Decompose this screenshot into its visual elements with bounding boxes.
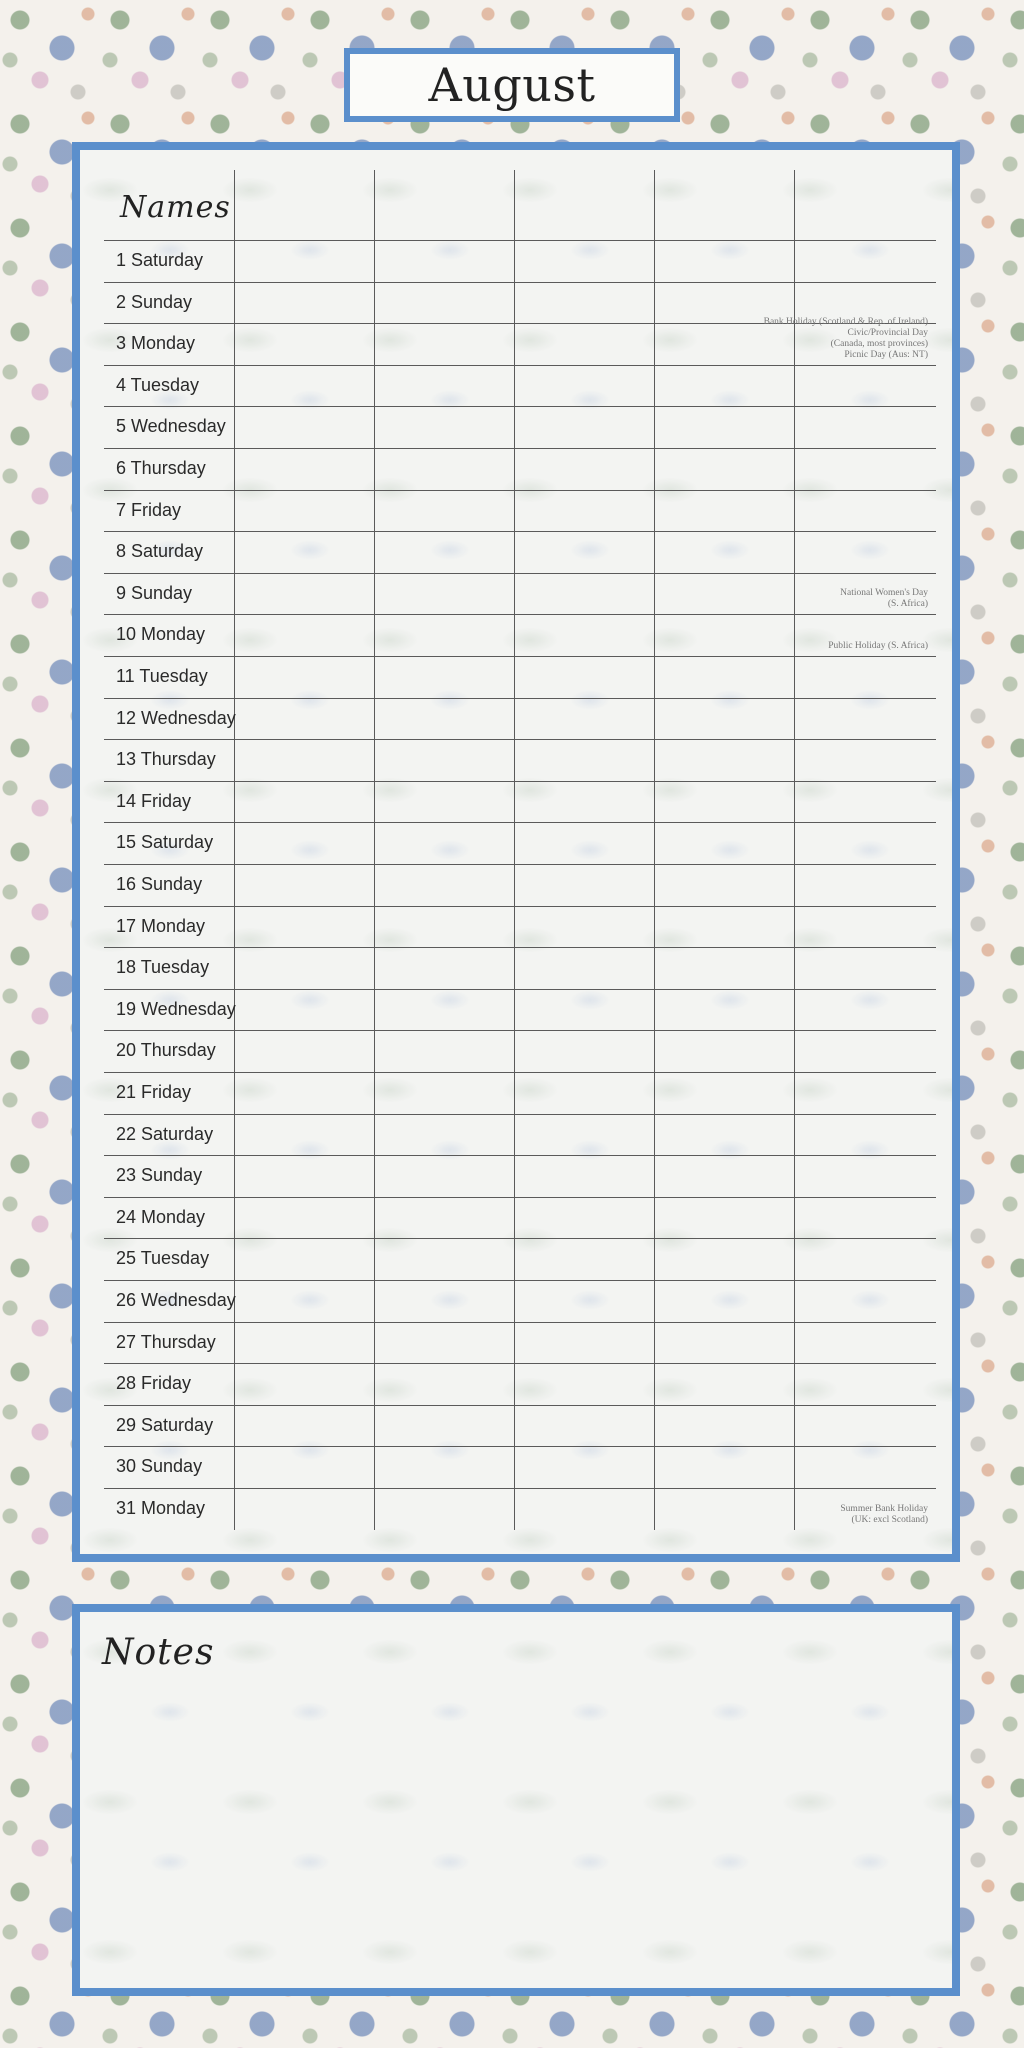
day-cell[interactable]	[654, 448, 794, 490]
day-cell[interactable]	[794, 1155, 936, 1197]
day-cell[interactable]	[374, 1363, 514, 1405]
day-cell[interactable]	[794, 1280, 936, 1322]
day-cell[interactable]	[794, 1197, 936, 1239]
calendar-grid-panel	[72, 142, 960, 1562]
holiday-note: Summer Bank Holiday (UK: excl Scotland)	[840, 1503, 928, 1525]
day-cell[interactable]	[234, 739, 374, 781]
day-cell[interactable]	[374, 656, 514, 698]
notes-panel[interactable]	[72, 1604, 960, 1996]
day-cell[interactable]	[794, 240, 936, 282]
day-cell[interactable]	[374, 989, 514, 1031]
day-cell[interactable]	[234, 531, 374, 573]
day-cell[interactable]	[514, 947, 654, 989]
day-label: 20 Thursday	[116, 1040, 216, 1061]
day-cell[interactable]	[794, 739, 936, 781]
day-cell[interactable]	[514, 989, 654, 1031]
day-cell[interactable]	[374, 1488, 514, 1530]
day-cell[interactable]	[374, 1155, 514, 1197]
day-cell[interactable]	[234, 989, 374, 1031]
day-cell[interactable]	[794, 947, 936, 989]
day-cell[interactable]	[374, 406, 514, 448]
day-cell[interactable]	[374, 947, 514, 989]
day-label: 29 Saturday	[116, 1414, 214, 1435]
day-cell[interactable]	[234, 1280, 374, 1322]
day-label: 23 Sunday	[116, 1165, 203, 1186]
day-cell[interactable]	[654, 406, 794, 448]
day-cell[interactable]	[234, 947, 374, 989]
day-label: 1 Saturday	[116, 250, 204, 270]
day-cell[interactable]	[234, 406, 374, 448]
day-cell[interactable]	[654, 1280, 794, 1322]
day-cell[interactable]	[654, 822, 794, 864]
day-cell[interactable]	[234, 573, 374, 615]
day-cell[interactable]	[374, 1280, 514, 1322]
day-cell[interactable]	[374, 282, 514, 324]
day-cell[interactable]	[794, 531, 936, 573]
day-cell[interactable]	[234, 1238, 374, 1280]
day-cell[interactable]	[654, 1405, 794, 1447]
day-cell[interactable]	[374, 323, 514, 365]
day-cell[interactable]	[794, 864, 936, 906]
day-cell[interactable]	[514, 1197, 654, 1239]
day-cell[interactable]	[654, 989, 794, 1031]
day-cell[interactable]	[794, 490, 936, 532]
day-cell[interactable]	[794, 781, 936, 823]
day-cell[interactable]	[374, 1446, 514, 1488]
day-cell[interactable]	[514, 822, 654, 864]
day-cell[interactable]	[654, 1238, 794, 1280]
day-label: 2 Sunday	[116, 291, 193, 312]
day-cell[interactable]	[234, 1446, 374, 1488]
day-label: 27 Thursday	[116, 1331, 216, 1352]
day-cell[interactable]	[374, 448, 514, 490]
day-cell[interactable]	[234, 323, 374, 365]
day-cell[interactable]	[514, 1030, 654, 1072]
notes-title: Notes	[102, 1632, 215, 1673]
day-label: 4 Tuesday	[116, 374, 200, 395]
day-cell[interactable]	[374, 1238, 514, 1280]
day-cell[interactable]	[654, 947, 794, 989]
day-cell[interactable]	[234, 781, 374, 823]
month-title: August	[428, 58, 596, 112]
day-cell[interactable]	[514, 1405, 654, 1447]
day-cell[interactable]	[234, 864, 374, 906]
day-cell[interactable]	[654, 573, 794, 615]
day-cell[interactable]	[654, 1197, 794, 1239]
day-cell[interactable]	[234, 614, 374, 656]
day-label: 22 Saturday	[116, 1123, 214, 1144]
day-cell[interactable]	[794, 698, 936, 740]
day-cell[interactable]	[374, 1114, 514, 1156]
day-cell[interactable]	[654, 365, 794, 407]
names-header: Names	[120, 190, 231, 225]
day-cell[interactable]	[514, 573, 654, 615]
day-cell[interactable]	[794, 1030, 936, 1072]
day-cell[interactable]	[654, 240, 794, 282]
day-cell[interactable]	[234, 448, 374, 490]
day-label: 13 Thursday	[116, 749, 216, 770]
day-cell[interactable]	[654, 1072, 794, 1114]
day-cell[interactable]	[374, 490, 514, 532]
day-cell[interactable]	[234, 1030, 374, 1072]
day-label: 9 Sunday	[116, 582, 193, 603]
day-cell[interactable]	[234, 1155, 374, 1197]
day-cell[interactable]	[234, 365, 374, 407]
day-cell[interactable]	[514, 1072, 654, 1114]
day-cell[interactable]	[654, 1363, 794, 1405]
day-label: 10 Monday	[116, 624, 206, 645]
day-cell[interactable]	[514, 1280, 654, 1322]
month-title-box	[344, 48, 680, 122]
day-cell[interactable]	[654, 490, 794, 532]
day-cell[interactable]	[654, 864, 794, 906]
day-cell[interactable]	[514, 1238, 654, 1280]
day-cell[interactable]	[514, 781, 654, 823]
day-label: 11 Tuesday	[116, 666, 208, 686]
day-cell[interactable]	[514, 739, 654, 781]
day-label: 6 Thursday	[116, 458, 206, 478]
day-cell[interactable]	[514, 365, 654, 407]
day-cell[interactable]	[654, 698, 794, 740]
day-cell[interactable]	[374, 781, 514, 823]
day-label: 17 Monday	[116, 915, 206, 936]
day-label: 16 Sunday	[116, 874, 203, 894]
day-cell[interactable]	[374, 1405, 514, 1447]
day-cell[interactable]	[654, 1114, 794, 1156]
day-label: 28 Friday	[116, 1373, 192, 1394]
day-cell[interactable]	[374, 531, 514, 573]
day-cell[interactable]	[794, 1363, 936, 1405]
day-cell[interactable]	[374, 1197, 514, 1239]
day-cell[interactable]	[794, 1446, 936, 1488]
day-cell[interactable]	[794, 656, 936, 698]
day-label: 21 Friday	[116, 1082, 192, 1102]
day-cell[interactable]	[374, 822, 514, 864]
day-cell[interactable]	[794, 906, 936, 948]
day-label: 19 Wednesday	[116, 998, 236, 1019]
day-cell[interactable]	[374, 1030, 514, 1072]
day-cell[interactable]	[234, 822, 374, 864]
day-cell[interactable]	[794, 1322, 936, 1364]
day-label: 30 Sunday	[116, 1456, 203, 1477]
day-cell[interactable]	[374, 240, 514, 282]
day-cell[interactable]	[514, 614, 654, 656]
day-cell[interactable]	[794, 1405, 936, 1447]
day-cell[interactable]	[514, 282, 654, 324]
day-cell[interactable]	[654, 781, 794, 823]
day-label: 24 Monday	[116, 1206, 206, 1227]
day-cell[interactable]	[234, 240, 374, 282]
day-cell[interactable]	[514, 448, 654, 490]
day-label: 26 Wednesday	[116, 1290, 236, 1310]
day-cell[interactable]	[794, 1238, 936, 1280]
day-cell[interactable]	[654, 1030, 794, 1072]
day-cell[interactable]	[514, 1488, 654, 1530]
day-cell[interactable]	[514, 323, 654, 365]
day-cell[interactable]	[654, 1322, 794, 1364]
day-cell[interactable]	[514, 1155, 654, 1197]
day-cell[interactable]	[374, 1072, 514, 1114]
day-cell[interactable]	[374, 739, 514, 781]
day-cell[interactable]	[514, 1363, 654, 1405]
day-cell[interactable]	[654, 531, 794, 573]
day-label: 31 Monday	[116, 1498, 206, 1518]
day-cell[interactable]	[374, 614, 514, 656]
day-label: 15 Saturday	[116, 832, 214, 853]
day-cell[interactable]	[654, 906, 794, 948]
day-cell[interactable]	[794, 822, 936, 864]
day-cell[interactable]	[234, 490, 374, 532]
day-cell[interactable]	[654, 656, 794, 698]
day-cell[interactable]	[234, 1405, 374, 1447]
day-cell[interactable]	[514, 1114, 654, 1156]
calendar-grid	[80, 150, 952, 1554]
day-cell[interactable]	[234, 1072, 374, 1114]
day-label: 18 Tuesday	[116, 957, 210, 978]
day-cell[interactable]	[234, 698, 374, 740]
day-cell[interactable]	[794, 1114, 936, 1156]
day-cell[interactable]	[654, 1446, 794, 1488]
holiday-note: Public Holiday (S. Africa)	[828, 641, 928, 651]
day-label: 5 Wednesday	[116, 416, 226, 437]
day-cell[interactable]	[794, 989, 936, 1031]
day-cell[interactable]	[374, 698, 514, 740]
day-cell[interactable]	[654, 1155, 794, 1197]
day-cell[interactable]	[514, 864, 654, 906]
day-label: 25 Tuesday	[116, 1248, 210, 1269]
holiday-note: National Women's Day (S. Africa)	[840, 588, 928, 610]
day-cell[interactable]	[514, 906, 654, 948]
day-cell[interactable]	[234, 1197, 374, 1239]
day-cell[interactable]	[234, 1363, 374, 1405]
day-cell[interactable]	[794, 365, 936, 407]
day-label: 12 Wednesday	[116, 707, 236, 728]
day-cell[interactable]	[234, 1114, 374, 1156]
day-label: 14 Friday	[116, 790, 192, 811]
day-cell[interactable]	[374, 1322, 514, 1364]
day-cell[interactable]	[374, 573, 514, 615]
day-cell[interactable]	[514, 656, 654, 698]
day-cell[interactable]	[374, 365, 514, 407]
day-cell[interactable]	[374, 864, 514, 906]
day-cell[interactable]	[794, 1072, 936, 1114]
day-cell[interactable]	[654, 1488, 794, 1530]
day-label: 8 Saturday	[116, 541, 204, 562]
day-cell[interactable]	[234, 1322, 374, 1364]
holiday-note: Bank Holiday (Scotland & Rep. of Ireland) Civic/Provincial Day (Canada, most provinces) Picnic Day (Aus: NT)	[763, 316, 928, 360]
day-cell[interactable]	[514, 1446, 654, 1488]
day-cell[interactable]	[514, 531, 654, 573]
day-cell[interactable]	[234, 906, 374, 948]
day-cell[interactable]	[514, 240, 654, 282]
day-cell[interactable]	[234, 656, 374, 698]
day-label: 7 Friday	[116, 499, 182, 520]
day-cell[interactable]	[514, 1322, 654, 1364]
day-cell[interactable]	[234, 1488, 374, 1530]
day-cell[interactable]	[514, 490, 654, 532]
day-cell[interactable]	[514, 698, 654, 740]
day-cell[interactable]	[234, 282, 374, 324]
day-cell[interactable]	[654, 614, 794, 656]
day-cell[interactable]	[654, 739, 794, 781]
day-cell[interactable]	[794, 406, 936, 448]
day-label: 3 Monday	[116, 333, 196, 354]
day-cell[interactable]	[794, 448, 936, 490]
day-cell[interactable]	[374, 906, 514, 948]
day-cell[interactable]	[514, 406, 654, 448]
